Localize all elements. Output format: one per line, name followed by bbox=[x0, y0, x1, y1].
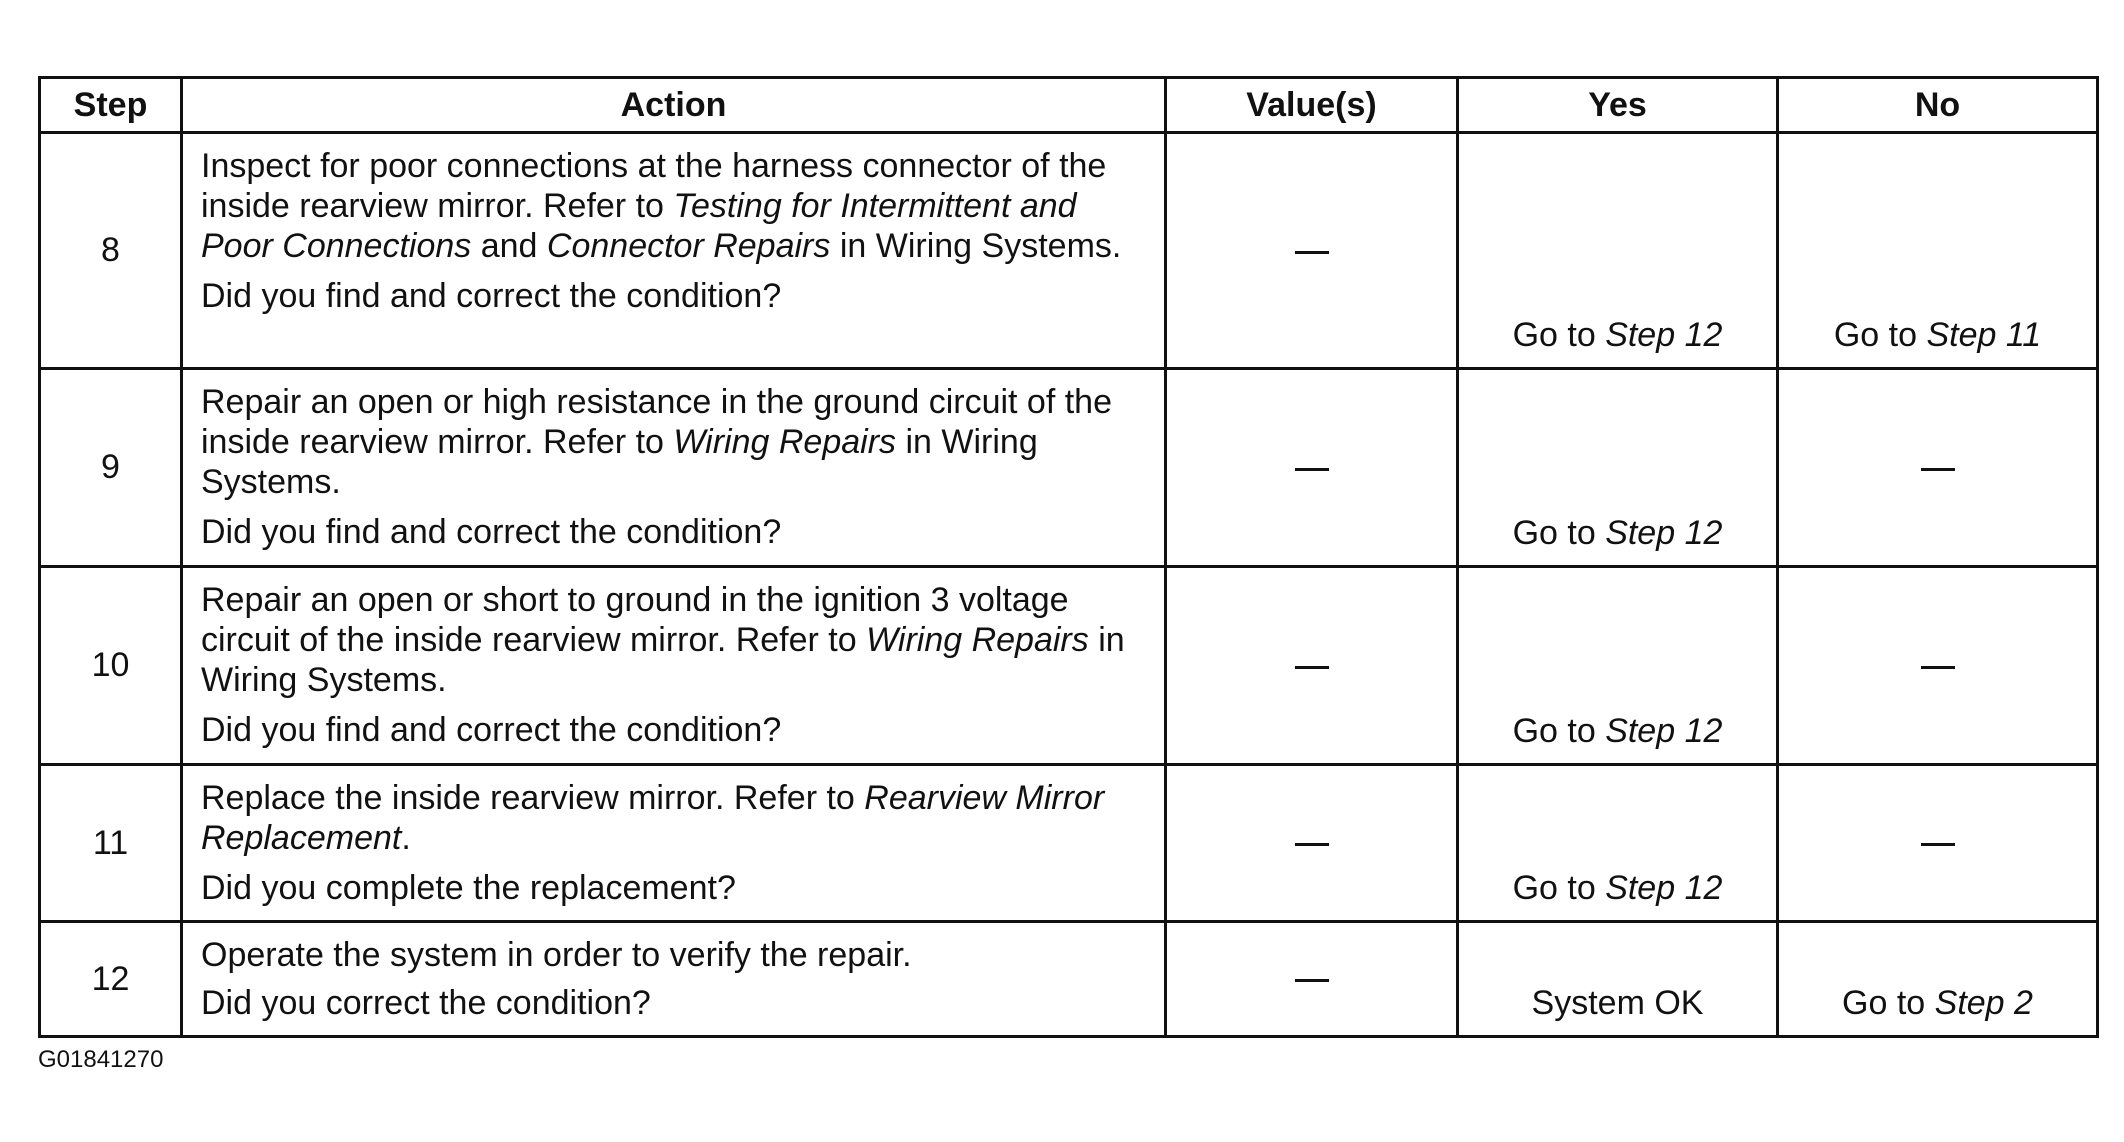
step-number: 8 bbox=[40, 133, 182, 369]
action-question: Did you find and correct the condition? bbox=[201, 711, 782, 749]
action-question: Did you correct the condition? bbox=[201, 984, 651, 1022]
yes-cell: Go to Step 12 bbox=[1458, 567, 1778, 765]
reference-link: Connector Repairs bbox=[546, 227, 831, 265]
header-no: No bbox=[1778, 78, 2098, 133]
action-text: Operate the system in order to verify the repair. bbox=[201, 936, 912, 974]
step-number: 10 bbox=[40, 567, 182, 765]
reference-link: Testing for Intermittent and Poor Connections bbox=[201, 187, 1077, 265]
action-question: Did you complete the replacement? bbox=[201, 869, 736, 907]
action-cell bbox=[182, 765, 1166, 922]
header-yes: Yes bbox=[1458, 78, 1778, 133]
action-question: Did you find and correct the condition? bbox=[201, 513, 782, 551]
header-values: Value(s) bbox=[1166, 78, 1458, 133]
action-cell bbox=[182, 567, 1166, 765]
action-text: Repair an open or short to ground in the ignition 3 voltage circuit of the inside rearview mirror. Refer to Wiring Repairs in Wiring Systems. bbox=[201, 581, 1125, 699]
step-reference: Step 12 bbox=[1605, 316, 1723, 354]
empty-value-dash bbox=[1921, 666, 1955, 669]
empty-value-dash bbox=[1295, 979, 1329, 982]
empty-value-dash bbox=[1921, 843, 1955, 846]
no-cell bbox=[1778, 765, 2098, 922]
value-cell bbox=[1166, 133, 1458, 369]
empty-value-dash bbox=[1921, 468, 1955, 471]
no-cell: Go to Step 11 bbox=[1778, 133, 2098, 369]
value-cell bbox=[1166, 369, 1458, 567]
action-text: Inspect for poor connections at the harness connector of the inside rearview mirror. Refer to Testing for Intermittent and Poor Connections and Connector Repairs in Wiring Systems. bbox=[201, 147, 1122, 265]
yes-cell: System OK bbox=[1458, 922, 1778, 1037]
action-text: Repair an open or high resistance in the ground circuit of the inside rearview mirror. Refer to Wiring Repairs in Wiring Systems. bbox=[201, 383, 1112, 501]
figure-id: G01841270 bbox=[38, 1046, 164, 1073]
empty-value-dash bbox=[1295, 251, 1329, 254]
step-reference: Step 12 bbox=[1605, 712, 1723, 750]
reference-link: Wiring Repairs bbox=[673, 423, 897, 461]
step-number: 9 bbox=[40, 369, 182, 567]
action-cell bbox=[182, 133, 1166, 369]
diagnostic-table bbox=[38, 76, 2099, 1038]
yes-cell: Go to Step 12 bbox=[1458, 133, 1778, 369]
yes-cell: Go to Step 12 bbox=[1458, 369, 1778, 567]
action-cell bbox=[182, 369, 1166, 567]
step-reference: Step 2 bbox=[1934, 984, 2033, 1022]
header-action: Action bbox=[182, 78, 1166, 133]
no-cell bbox=[1778, 369, 2098, 567]
table-row bbox=[40, 765, 2098, 922]
action-cell bbox=[182, 922, 1166, 1037]
value-cell bbox=[1166, 567, 1458, 765]
no-cell bbox=[1778, 567, 2098, 765]
empty-value-dash bbox=[1295, 468, 1329, 471]
reference-link: Wiring Repairs bbox=[866, 621, 1089, 659]
empty-value-dash bbox=[1295, 843, 1329, 846]
step-reference: Step 12 bbox=[1605, 869, 1723, 907]
yes-cell: Go to Step 12 bbox=[1458, 765, 1778, 922]
step-reference: Step 11 bbox=[1926, 316, 2042, 354]
action-question: Did you find and correct the condition? bbox=[201, 277, 782, 315]
value-cell bbox=[1166, 765, 1458, 922]
no-cell: Go to Step 2 bbox=[1778, 922, 2098, 1037]
step-reference: Step 12 bbox=[1605, 514, 1723, 552]
action-text: Replace the inside rearview mirror. Refer to Rearview Mirror Replacement. bbox=[201, 779, 1105, 857]
step-number: 11 bbox=[40, 765, 182, 922]
header-row bbox=[40, 78, 2098, 133]
table-row bbox=[40, 567, 2098, 765]
value-cell bbox=[1166, 922, 1458, 1037]
table-row bbox=[40, 133, 2098, 369]
reference-link: Rearview Mirror Replacement bbox=[201, 779, 1105, 857]
table-row bbox=[40, 369, 2098, 567]
header-step: Step bbox=[40, 78, 182, 133]
table-row bbox=[40, 922, 2098, 1037]
empty-value-dash bbox=[1295, 666, 1329, 669]
step-number: 12 bbox=[40, 922, 182, 1037]
